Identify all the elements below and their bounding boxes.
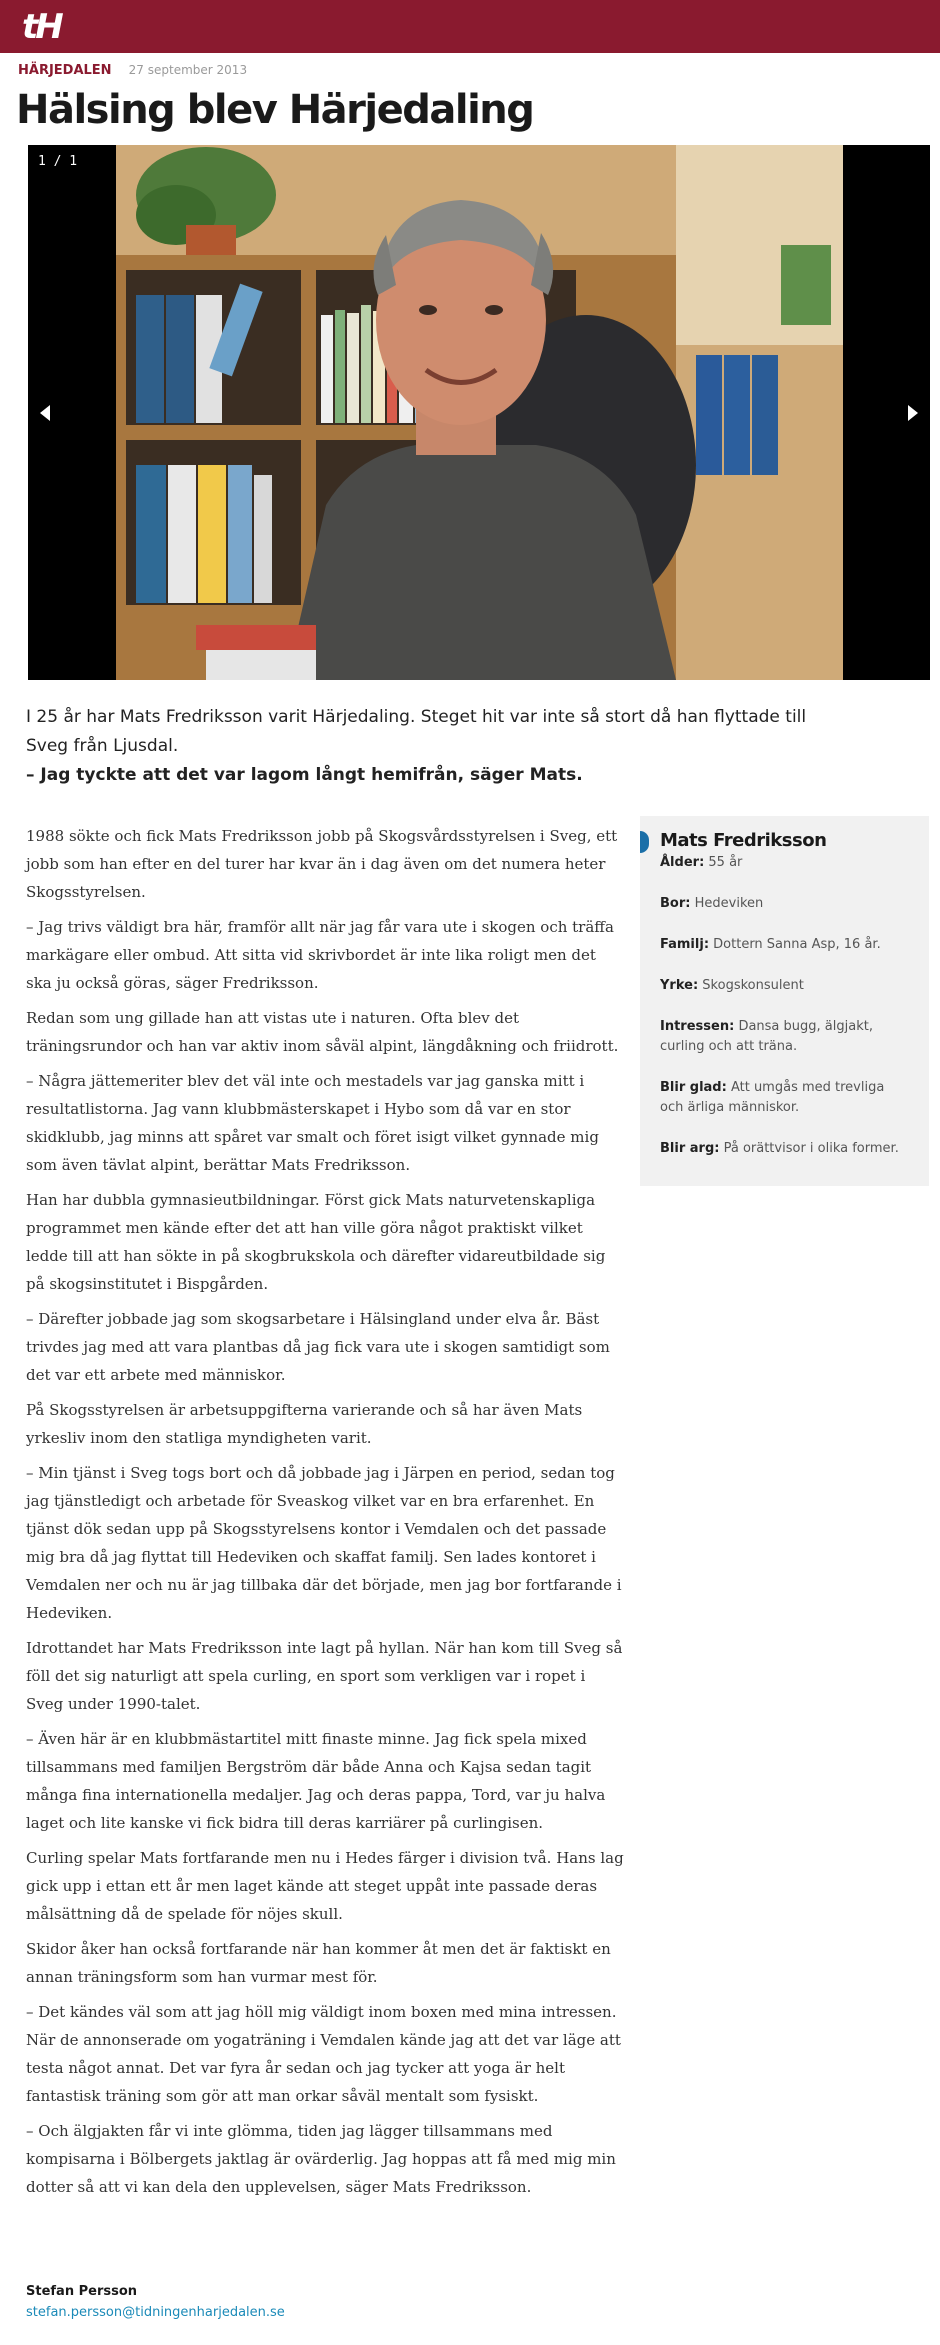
body-paragraph: – Jag trivs väldigt bra här, framför allt när jag får vara ute i skogen och träffa markägare eller ombud. Att sitta vid skrivbordet är inte lika roligt men det ska ju också göras, säger Fredriksson. bbox=[26, 918, 614, 992]
lead-text: I 25 år har Mats Fredriksson varit Härjedaling. Steget hit var inte så stort då han flyttade till Sveg från Ljusdal. bbox=[26, 707, 807, 756]
fact-value: 55 år bbox=[708, 855, 743, 870]
body-paragraph: – Några jättemeriter blev det väl inte och mestadels var jag ganska mitt i resultatlistorna. Jag vann klubbmästerskapet i Hybo som då var en stor skidklubb, jag minns att spåret var smalt och föret isigt vilket gynnade mig som även tävlat alpint, berättar Mats Fredriksson. bbox=[26, 1072, 599, 1174]
fact-family: Familj: Dottern Sanna Asp, 16 år. bbox=[660, 937, 881, 952]
fact-value: Att umgås med trevliga och ärliga människor. bbox=[660, 1080, 885, 1115]
body-paragraph: Redan som ung gillade han att vistas ute i naturen. Ofta blev det träningsrundor och han var aktiv inom såväl alpint, längdåkning och friidrott. bbox=[26, 1009, 619, 1055]
fact-box bbox=[640, 816, 929, 1186]
lead-quote: – Jag tyckte att det var lagom långt hemifrån, säger Mats. bbox=[26, 765, 583, 785]
body-paragraph: Idrottandet har Mats Fredriksson inte lagt på hyllan. När han kom till Sveg så föll det sig naturligt att spela curling, en sport som verkligen var i ropet i Sveg under 1990-talet. bbox=[26, 1639, 623, 1713]
body-paragraph: – Även här är en klubbmästartitel mitt finaste minne. Jag fick spela mixed tillsammans med familjen Bergström där både Anna och Kajsa sedan tagit många fina internationella medaljer. Jag och deras pappa, Tord, var ju halva laget och lite kanske vi fick bidra till deras karriärer på curlingisen. bbox=[26, 1730, 606, 1832]
fact-age: Ålder: 55 år bbox=[660, 855, 743, 870]
article-lead bbox=[26, 703, 846, 790]
chevron-right-icon bbox=[898, 393, 928, 433]
body-paragraph: 1988 sökte och fick Mats Fredriksson jobb på Skogsvårdsstyrelsen i Sveg, ett jobb som han efter en del turer har kvar än i dag även om det numera heter Skogsstyrelsen. bbox=[26, 827, 618, 901]
portrait-image bbox=[116, 145, 843, 680]
article-title: Hälsing blev Härjedaling bbox=[16, 87, 534, 133]
gallery-counter: 1 / 1 bbox=[38, 154, 78, 169]
body-paragraph: På Skogsstyrelsen är arbetsuppgifterna varierande och så har även Mats yrkesliv inom den statliga myndigheten varit. bbox=[26, 1401, 583, 1447]
chevron-left-icon bbox=[30, 393, 60, 433]
body-paragraph: Han har dubbla gymnasieutbildningar. Först gick Mats naturvetenskapliga programmet men kände efter det att han ville göra något praktiskt vilket ledde till att han sökte in på skogbrukskola och därefter vidareutbildade sig på skogsinstitutet i Bispgården. bbox=[26, 1191, 606, 1293]
body-paragraph: – Därefter jobbade jag som skogsarbetare i Hälsingland under elva år. Bäst trivdes jag med att vara plantbas då jag fick vara ute i skogen samtidigt som det var ett arbete med människor. bbox=[26, 1310, 610, 1384]
fact-label: Ålder bbox=[660, 855, 700, 870]
fact-label: Blir glad bbox=[660, 1080, 722, 1095]
fact-interests: Intressen: Dansa bugg, älgjakt, curling och att träna. bbox=[660, 1019, 873, 1054]
body-paragraph: Skidor åker han också fortfarande när han kommer åt men det är faktiskt en annan träningsform som han vurmar mest för. bbox=[26, 1940, 611, 1986]
fact-label: Bor bbox=[660, 896, 686, 911]
fact-happy: Blir glad: Att umgås med trevliga och ärliga människor. bbox=[660, 1080, 885, 1115]
gallery-prev-button[interactable] bbox=[30, 393, 60, 433]
gallery-next-button[interactable] bbox=[898, 393, 928, 433]
top-bar bbox=[0, 0, 940, 53]
fact-value: Skogskonsulent bbox=[702, 978, 804, 993]
author-byline bbox=[26, 2282, 285, 2324]
factbox-title: Mats Fredriksson bbox=[660, 830, 827, 851]
fact-label: Familj bbox=[660, 937, 704, 952]
site-logo[interactable]: tH bbox=[22, 7, 61, 47]
author-name: Stefan Persson bbox=[26, 2284, 138, 2299]
fact-occupation: Yrke: Skogskonsulent bbox=[660, 978, 804, 993]
fact-value: Dansa bugg, älgjakt, curling och att träna. bbox=[660, 1019, 873, 1054]
fact-label: Intressen bbox=[660, 1019, 730, 1034]
factbox-marker bbox=[640, 831, 649, 853]
fact-label: Blir arg bbox=[660, 1141, 715, 1156]
article-meta bbox=[18, 60, 247, 78]
publish-date: 27 september 2013 bbox=[128, 63, 248, 77]
section-link[interactable]: HÄRJEDALEN bbox=[18, 63, 112, 78]
author-email-link[interactable]: stefan.persson@tidningenharjedalen.se bbox=[26, 2305, 285, 2320]
article-body bbox=[26, 822, 624, 2208]
fact-home: Bor: Hedeviken bbox=[660, 896, 764, 911]
article-photo bbox=[116, 145, 843, 680]
body-paragraph: – Min tjänst i Sveg togs bort och då jobbade jag i Järpen en period, sedan tog jag tjänstledigt och arbetade för Sveaskog vilket var en bra erfarenhet. En tjänst dök sedan upp på Skogsstyrelsens kontor i Vemdalen och det passade mig bra då jag flyttat till Hedeviken och skaffat familj. Sen lades kontoret i Vemdalen ner och nu är jag tillbaka där det började, men jag bor fortfarande i Hedeviken. bbox=[26, 1464, 622, 1622]
fact-label: Yrke bbox=[660, 978, 693, 993]
body-paragraph: – Och älgjakten får vi inte glömma, tiden jag lägger tillsammans med kompisarna i Bölbergets jaktlag är ovärderlig. Jag hoppas att få med mig min dotter så att vi kan dela den upplevelsen, säger Mats Fredriksson. bbox=[26, 2122, 616, 2196]
fact-value: På orättvisor i olika former. bbox=[723, 1141, 899, 1156]
fact-value: Dottern Sanna Asp, 16 år. bbox=[713, 937, 881, 952]
image-gallery bbox=[28, 145, 930, 680]
fact-angry: Blir arg: På orättvisor i olika former. bbox=[660, 1141, 899, 1156]
body-paragraph: Curling spelar Mats fortfarande men nu i Hedes färger i division två. Hans lag gick upp i ettan ett år men laget kände att steget uppåt inte passade deras målsättning då de spelade för nöjes skull. bbox=[26, 1849, 624, 1923]
fact-value: Hedeviken bbox=[694, 896, 764, 911]
body-paragraph: – Det kändes väl som att jag höll mig väldigt inom boxen med mina intressen. När de annonserade om yogaträning i Vemdalen kände jag att det var läge att testa något annat. Det var fyra år sedan och jag tycker att yoga är helt fantastisk träning som gör att man orkar såväl mentalt som fysiskt. bbox=[26, 2003, 621, 2105]
